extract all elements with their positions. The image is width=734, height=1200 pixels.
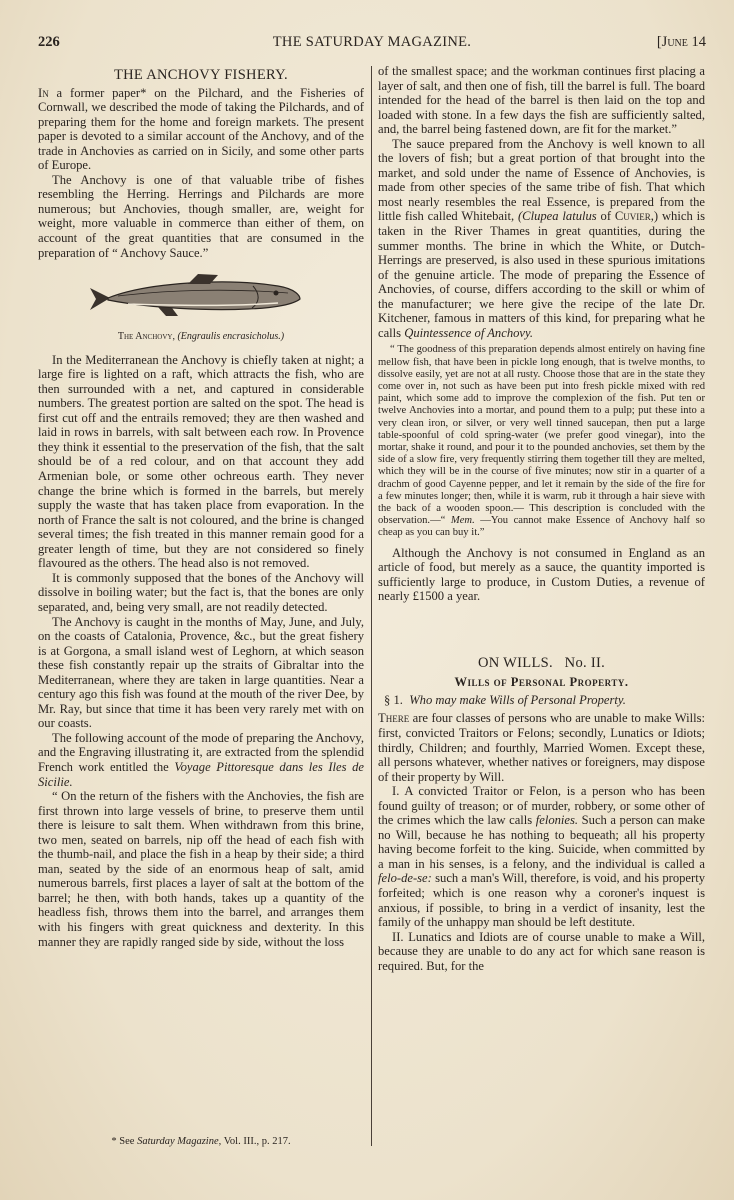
- article-title: THE ANCHOVY FISHERY.: [114, 67, 288, 83]
- paragraph: The Anchovy is one of that valuable tribe of fishes resembling the Herring. Herrings and Pilchards are more numerous; but Anchovies, though smaller, are, weight for weight, more valuable in commerce than either of them, on account of the great quantities that are consumed in the preparation of “ Anchovy Sauce.”: [38, 172, 364, 260]
- paragraph: In a former paper* on the Pilchard, and the Fisheries of Cornwall, we described the mode of taking the Pilchards, and of preparing them for the home and foreign markets. The present paper is devoted to a similar account of the Anchovy, and of the trade in Anchovies as carried on in Sicily, and some other parts of Europe.: [38, 85, 364, 173]
- right-column: [378, 64, 705, 973]
- paragraph: The Anchovy is caught in the months of May, June, and July, on the coasts of Catalonia, Provence, &c., but the great fishery is at Gorgona, a small island west of Leghorn, at which season these fish constantly repair up the straits of Gibraltar into the Mediterranean, where they are taken in large quantities. Near a century ago this fish was found at the mouth of the river Dee, by Mr. Ray, but since that time it has been very rarely met with on our coasts.: [38, 614, 364, 731]
- article-subtitle: Wills of Personal Property.: [454, 675, 629, 690]
- paragraph: There are four classes of persons who are unable to make Wills: first, convicted Traitors or Felons; secondly, Lunatics or Idiots; thirdly, Children; and fourthly, Married Women. Except these, all persons whatever, whether natives or foreigners, may dispose of their property by Will.: [378, 711, 705, 784]
- illustration-caption: The Anchovy, (Engraulis encrasicholus.): [117, 331, 285, 343]
- page-number: 226: [38, 34, 60, 50]
- footnote: * See Saturday Magazine, Vol. III., p. 217.: [111, 1136, 291, 1147]
- paragraph: of the smallest space; and the workman continues first placing a layer of salt, and then one of fish, till the barrel is full. The board intended for the head of the barrel is then laid on the top and loaded with stone. In a few days the fish are sufficiently salted, and, the barrel being fastened down, are fit for the market.”: [378, 64, 705, 137]
- paragraph: It is commonly supposed that the bones of the Anchovy will dissolve in boiling water; but the fact is, that the bones are only separated, and, being very small, are not readily detected.: [38, 570, 364, 614]
- paragraph: II. Lunatics and Idiots are of course unable to make a Will, because they are unable to do any act for which sane reason is required. But, for the: [378, 929, 705, 973]
- paragraph: In the Mediterranean the Anchovy is chiefly taken at night; a large fire is lighted on a raft, which attracts the fish, who are then surrounded with a net, and captured in considerable numbers. The greatest portion are salted on the spot. The head is first cut off and the entrails removed; they are then washed and laid in rows in barrels, with salt between each row. In Provence they think it essential to the preservation of the fish, that the salt should be of a red colour, and on that account they add Armenian bole, or some other ochreous earth. They never change the brine which is formed in the barrels, but merely supply the waste that has taken place from evaporation. In the north of France the salt is not coloured, and the brine is changed several times; the fish treated in this manner remain good for a greater length of time, but they are not considered so finely flavoured as the others. The head also is not removed.: [38, 352, 364, 571]
- paragraph: The sauce prepared from the Anchovy is well known to all the lovers of fish; but a great portion of that brought into the market, and sold under the name of Essence of Anchovies, is made from other species of the same tribe of fish. That which most nearly resembles the real Essence, is prepared from the little fish called Whitebait, (Clupea latulus of Cuvier,) which is taken in the River Thames in great quantities, during the summer months. The brine in which the White, or Dutch-Herrings are preserved, is also used in these spurious imitations of the genuine article. The mode of preparing the Essence of Anchovies, of course, differs according to the skill or whim of the manufacturer; we here give the recipe of the late Dr. Kitchener, famous in matters of this kind, for preparing what he calls Quintessence of Anchovy.: [378, 136, 705, 340]
- section-heading: § 1. Who may make Wills of Personal Property.: [384, 692, 626, 707]
- article-title: ON WILLS. No. II.: [477, 654, 606, 671]
- column-divider: [371, 66, 372, 1146]
- anchovy-illustration: [38, 266, 364, 328]
- paragraph: Although the Anchovy is not consumed in England as an article of food, but merely as a sauce, the quantity imported is sufficiently large to produce, in Custom Duties, a revenue of nearly £1500 a year.: [378, 545, 705, 604]
- running-header: [38, 34, 706, 54]
- paragraph: “ On the return of the fishers with the Anchovies, the fish are first thrown into large vessels of brine, to preserve them until there is leisure to salt them. When withdrawn from this brine, two men, seated on barrels, nip off the head of each fish with the thumb-nail, and place the fish in a heap by their side; a third man, seated by the side of an enormous heap of salt, amid numerous barrels, first places a layer of salt at the bottom of the barrel; he then, with both hands, takes up a quantity of the headless fish, throws them into the barrel, and arranges them with his fingers with great quickness and dexterity. In this manner they are rapidly ranged side by side, without the loss: [38, 789, 364, 949]
- issue-date: [June 14: [656, 34, 706, 50]
- paragraph: The following account of the mode of preparing the Anchovy, and the Engraving illustrating it, are extracted from the splendid French work entitled the Voyage Pittoresque dans les Iles de Sicilie.: [38, 730, 364, 789]
- magazine-title: THE SATURDAY MAGAZINE.: [272, 34, 472, 50]
- left-column: [38, 64, 364, 949]
- paragraph: I. A convicted Traitor or Felon, is a person who has been found guilty of treason; or of murder, robbery, or some other of the crimes which the law calls felonies. Such a person can make no Will, because he has nothing to bequeath; all his property having become forfeit to the king. Suicide, when committed by a man in his senses, is a felony, and the individual is called a felo-de-se: such a man's Will, therefore, is void, and his property forfeited; which is one reason why a coroner's inquest is anxious, if possible, to bring in a verdict of insanity, lest the family of the unhappy man should be left destitute.: [378, 784, 705, 930]
- recipe-quote: “ The goodness of this preparation depends almost entirely on having fine mellow fish, that have been in pickle long enough, that is twelve months, to dissolve easily, yet are not at all rusty. Choose those that are in the state they come over in, not such as have been put into fresh pickle mixed with red paint, which some add to improve the complexion of the fish. Put ten or twelve Anchovies into a mortar, and pound them to a pulp; put these into a very clean iron, or silver, or very well tinned saucepan, then put a large table-spoonful of cold spring-water (we prefer good vinegar), into the mortar, shake it round, and pour it to the pounded anchovies, set them by the side of a slow fire, very frequently stirring them together till they are melted, which they will be in the course of five minutes; now stir in a quarter of a drachm of good Cayenne pepper, and let it remain by the side of the fire for a few minutes longer; then, while it is warm, rub it through a hair sieve with the back of a wooden spoon.— This description is concluded with the observation.—“ Mem. —You cannot make Essence of Anchovy half so cheap as you can buy it.”: [378, 344, 705, 539]
